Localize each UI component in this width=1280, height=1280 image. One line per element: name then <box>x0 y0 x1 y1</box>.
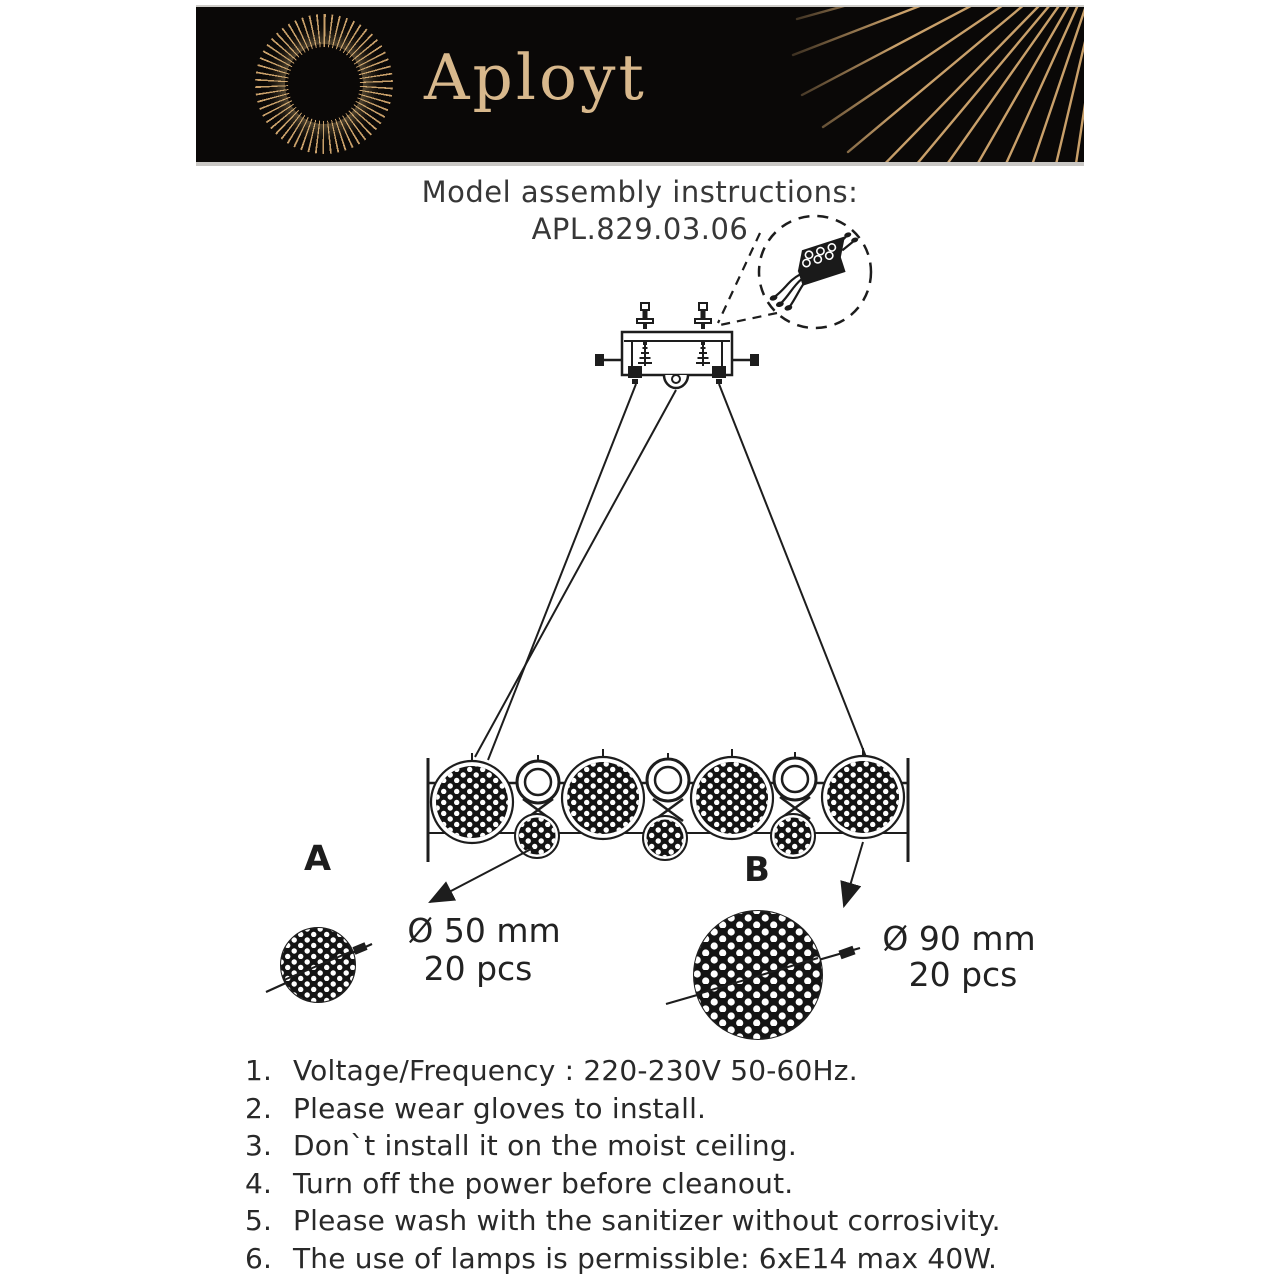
chandelier-body <box>428 748 908 862</box>
part-a-detail <box>266 928 372 1002</box>
item-number: 6. <box>245 1241 273 1275</box>
instruction-item <box>245 1240 1075 1278</box>
part-a-diameter: Ø 50 mm <box>407 911 561 950</box>
terminal-block-icon <box>758 230 873 315</box>
label-b: B <box>744 850 770 890</box>
instruction-item <box>245 1165 1075 1203</box>
part-a-quantity: 20 pcs <box>423 949 533 988</box>
item-number: 3. <box>245 1129 273 1162</box>
big-crystal-ball <box>691 749 773 839</box>
suspension-wires <box>475 384 866 760</box>
instruction-item <box>245 1052 1075 1090</box>
item-text: Don`t install it on the moist ceiling. <box>293 1129 797 1162</box>
big-crystal-ball <box>562 749 644 839</box>
instructions-list <box>245 1052 1075 1277</box>
big-crystal-ball <box>822 748 904 838</box>
side-bolt-icon <box>595 354 604 366</box>
ceiling-mount <box>595 303 759 388</box>
big-crystal-ball <box>431 753 513 843</box>
instruction-item <box>245 1090 1075 1128</box>
item-text: The use of lamps is permissible: 6xE14 max 40W. <box>293 1241 998 1275</box>
small-crystal-ball <box>771 814 815 858</box>
assembly-diagram <box>200 200 1080 1050</box>
item-text: Please wear gloves to install. <box>293 1091 707 1125</box>
small-crystal-ball <box>515 814 559 858</box>
part-b-detail <box>666 911 860 1039</box>
brand-name: Aployt <box>424 41 647 114</box>
wiring-callout <box>718 216 872 328</box>
side-bolt-icon <box>750 354 759 366</box>
mounting-screw-icon <box>637 303 653 329</box>
light-rays-icon <box>196 7 1084 162</box>
item-number: 5. <box>245 1204 273 1237</box>
part-b-quantity: 20 pcs <box>908 955 1018 994</box>
model-number: APL.829.03.06 <box>531 212 749 246</box>
instruction-item <box>245 1127 1075 1165</box>
item-number: 2. <box>245 1091 273 1125</box>
part-b-diameter: Ø 90 mm <box>882 919 1036 958</box>
item-number: 1. <box>245 1054 273 1087</box>
ring-element <box>517 755 559 803</box>
brand-banner <box>196 5 1084 166</box>
leader-arrow-b <box>844 842 863 906</box>
label-a: A <box>304 839 332 879</box>
small-crystal-ball <box>643 816 687 860</box>
mounting-screw-icon <box>695 303 711 329</box>
ring-element <box>647 753 689 801</box>
item-text: Voltage/Frequency : 220-230V 50-60Hz. <box>293 1054 858 1087</box>
instruction-item <box>245 1202 1075 1240</box>
leader-arrow-a <box>430 848 533 902</box>
page-title: Model assembly instructions: <box>421 175 859 209</box>
item-text: Turn off the power before cleanout. <box>293 1166 794 1200</box>
item-number: 4. <box>245 1166 273 1200</box>
ring-element <box>774 752 816 800</box>
item-text: Please wash with the sanitizer without corrosivity. <box>293 1204 1001 1237</box>
